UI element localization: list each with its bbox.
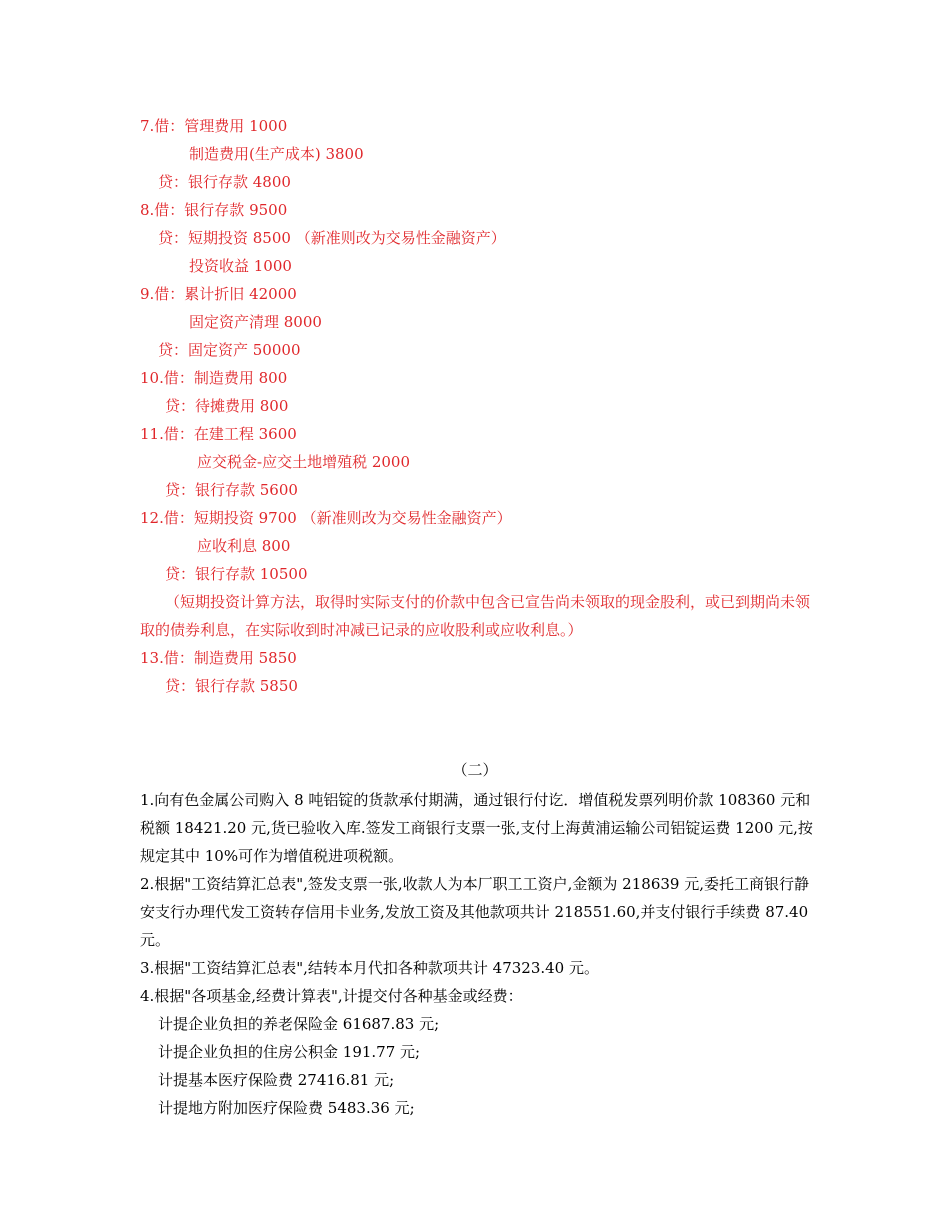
entry-11-credit: 贷：银行存款 5600 <box>165 481 298 499</box>
entry-10-credit: 贷：待摊费用 800 <box>165 397 289 415</box>
sub-item-local-medical: 计提地方附加医疗保险费 5483.36 元; <box>158 1099 415 1117</box>
entry-7-debit: 7.借：管理费用 1000 <box>140 117 288 135</box>
entry-11-debit-2: 应交税金-应交土地增殖税 2000 <box>197 453 411 471</box>
entry-9-credit: 贷：固定资产 50000 <box>158 341 301 359</box>
entry-8-credit: 贷：短期投资 8500 （新准则改为交易性金融资产） <box>158 229 506 247</box>
section-title: （二） <box>452 761 498 779</box>
entry-8-credit-2: 投资收益 1000 <box>189 257 292 275</box>
sub-item-housing-fund: 计提企业负担的住房公积金 191.77 元; <box>158 1043 421 1061</box>
entry-7-debit-2: 制造费用(生产成本) 3800 <box>189 145 364 163</box>
entry-12-credit: 贷：银行存款 10500 <box>165 565 308 583</box>
paragraph-1: 1.向有色金属公司购入 8 吨铝锭的货款承付期满，通过银行付讫．增值税发票列明价款 108360 元和税额 18421.20 元,货已验收入库.签发工商银行支票一张,支付上海黄浦运输公司铝锭运费 1200 元,按规定其中 10%可作为增值税进项税额。 <box>140 791 813 865</box>
entry-9-debit-2: 固定资产清理 8000 <box>189 313 322 331</box>
sub-item-medical: 计提基本医疗保险费 27416.81 元; <box>158 1071 395 1089</box>
entry-13-credit: 贷：银行存款 5850 <box>165 677 298 695</box>
paragraph-4: 4.根据"各项基金,经费计算表",计提交付各种基金或经费： <box>140 987 523 1005</box>
paragraph-2: 2.根据"工资结算汇总表",签发支票一张,收款人为本厂职工工资户,金额为 218639 元,委托工商银行静安支行办理代发工资转存信用卡业务,发放工资及其他款项共计 218551.60,并支付银行手续费 87.40 元。 <box>140 875 809 949</box>
entry-12-debit-2: 应收利息 800 <box>197 537 291 555</box>
paragraph-3: 3.根据"工资结算汇总表",结转本月代扣各种款项共计 47323.40 元。 <box>140 959 599 977</box>
entry-13-debit: 13.借：制造费用 5850 <box>140 649 297 667</box>
entry-12-debit: 12.借：短期投资 9700 （新准则改为交易性金融资产） <box>140 509 512 527</box>
entry-11-debit: 11.借：在建工程 3600 <box>140 425 297 443</box>
sub-item-pension: 计提企业负担的养老保险金 61687.83 元; <box>158 1015 440 1033</box>
entry-10-debit: 10.借：制造费用 800 <box>140 369 288 387</box>
entry-9-debit: 9.借：累计折旧 42000 <box>140 285 297 303</box>
entry-8-debit: 8.借：银行存款 9500 <box>140 201 288 219</box>
entry-7-credit: 贷：银行存款 4800 <box>158 173 291 191</box>
short-term-investment-note: （短期投资计算方法，取得时实际支付的价款中包含已宣告尚未领取的现金股利，或已到期尚未领取的债券利息，在实际收到时冲减已记录的应收股利或应收利息。） <box>140 593 811 639</box>
